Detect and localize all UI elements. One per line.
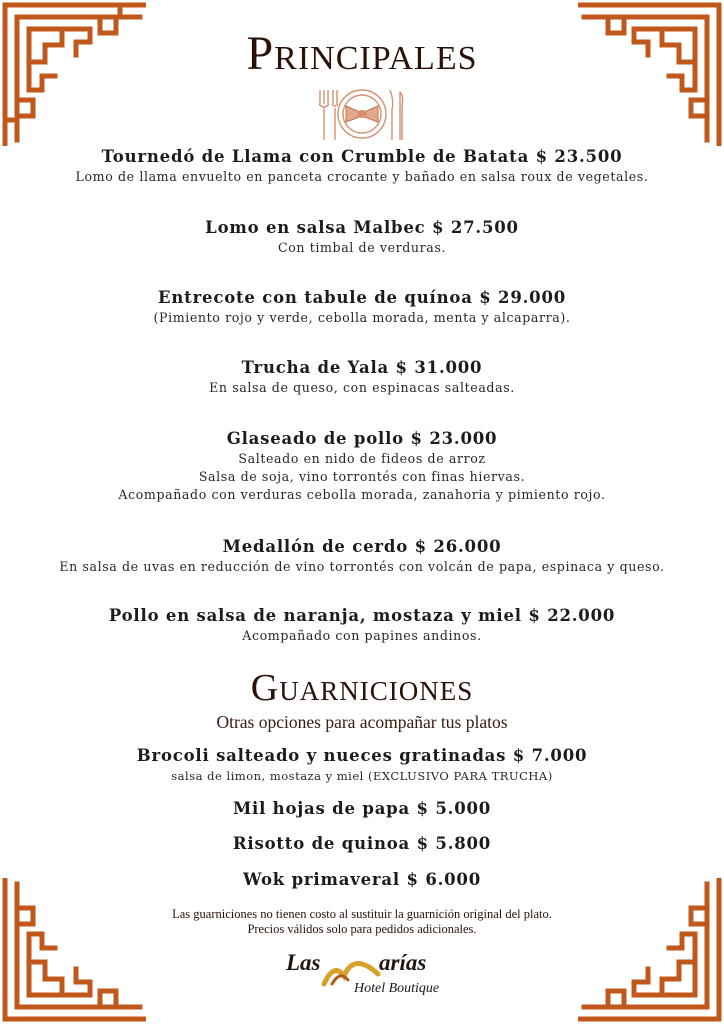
page-title: Principales [246,27,478,80]
dish-name: Trucha de Yala $ 31.000 [241,358,483,377]
dish-name: Glaseado de pollo $ 23.000 [226,429,498,448]
dish-description: Lomo de llama envuelto en panceta crocante y bañado en salsa roux de vegetales. [75,169,649,184]
dish-item [0,287,724,327]
side-name: Wok primaveral $ 6.000 [243,870,481,889]
dish-description: Con timbal de verduras. [277,240,447,255]
side-description: salsa de limon, mostaza y miel (EXCLUSIVO PARA TRUCHA) [171,769,553,783]
corner-ornament-icon [578,878,724,1024]
place-setting-icon [308,86,416,144]
side-name: Mil hojas de papa $ 5.000 [232,799,492,818]
dish-description: Acompañado con papines andinos. [242,628,482,643]
dish-description: Acompañado con verduras cebolla morada, zanahoria y pimiento rojo. [118,487,606,502]
dish-name: Pollo en salsa de naranja, mostaza y miel $ 22.000 [108,606,616,625]
dish-description: Salteado en nido de fideos de arroz [238,451,486,466]
side-name: Brocoli salteado y nueces gratinadas $ 7.000 [136,746,588,765]
dish-name: Entrecote con tabule de quínoa $ 29.000 [157,288,567,307]
footer-note-line: Precios válidos solo para pedidos adicionales. [247,922,477,936]
side-name: Risotto de quinoa $ 5.800 [232,834,492,853]
dish-description: Salsa de soja, vino torrontés con finas hiervas. [198,469,526,484]
footer-note [0,907,724,937]
side-item [0,869,724,891]
side-item [0,798,724,820]
dish-name: Lomo en salsa Malbec $ 27.500 [205,218,519,237]
dish-description: En salsa de uvas en reducción de vino torrontés con volcán de papa, espinaca y queso. [59,559,665,574]
logo-subtitle: Hotel Boutique [354,981,440,996]
logo-text: Las [286,950,321,975]
dish-item [0,605,724,645]
dish-item [0,536,724,576]
hotel-logo [280,946,450,1006]
dish-description: En salsa de queso, con espinacas salteadas. [209,380,515,395]
dish-item [0,428,724,504]
dish-item [0,146,724,186]
logo-text: arías [379,950,427,975]
dish-item [0,357,724,397]
corner-ornament-icon [0,878,146,1024]
footer-note-line: Las guarniciones no tienen costo al sustituir la guarnición original del plato. [172,907,552,921]
section-subtitle: Otras opciones para acompañar tus platos [216,712,508,732]
side-item [0,833,724,855]
dish-name: Tournedó de Llama con Crumble de Batata $ 23.500 [101,147,623,166]
dish-item [0,217,724,257]
section-title: Guarniciones [250,667,474,709]
dish-description: (Pimiento rojo y verde, cebolla morada, menta y alcaparra). [153,310,571,325]
dish-name: Medallón de cerdo $ 26.000 [222,537,502,556]
side-item [0,745,724,785]
